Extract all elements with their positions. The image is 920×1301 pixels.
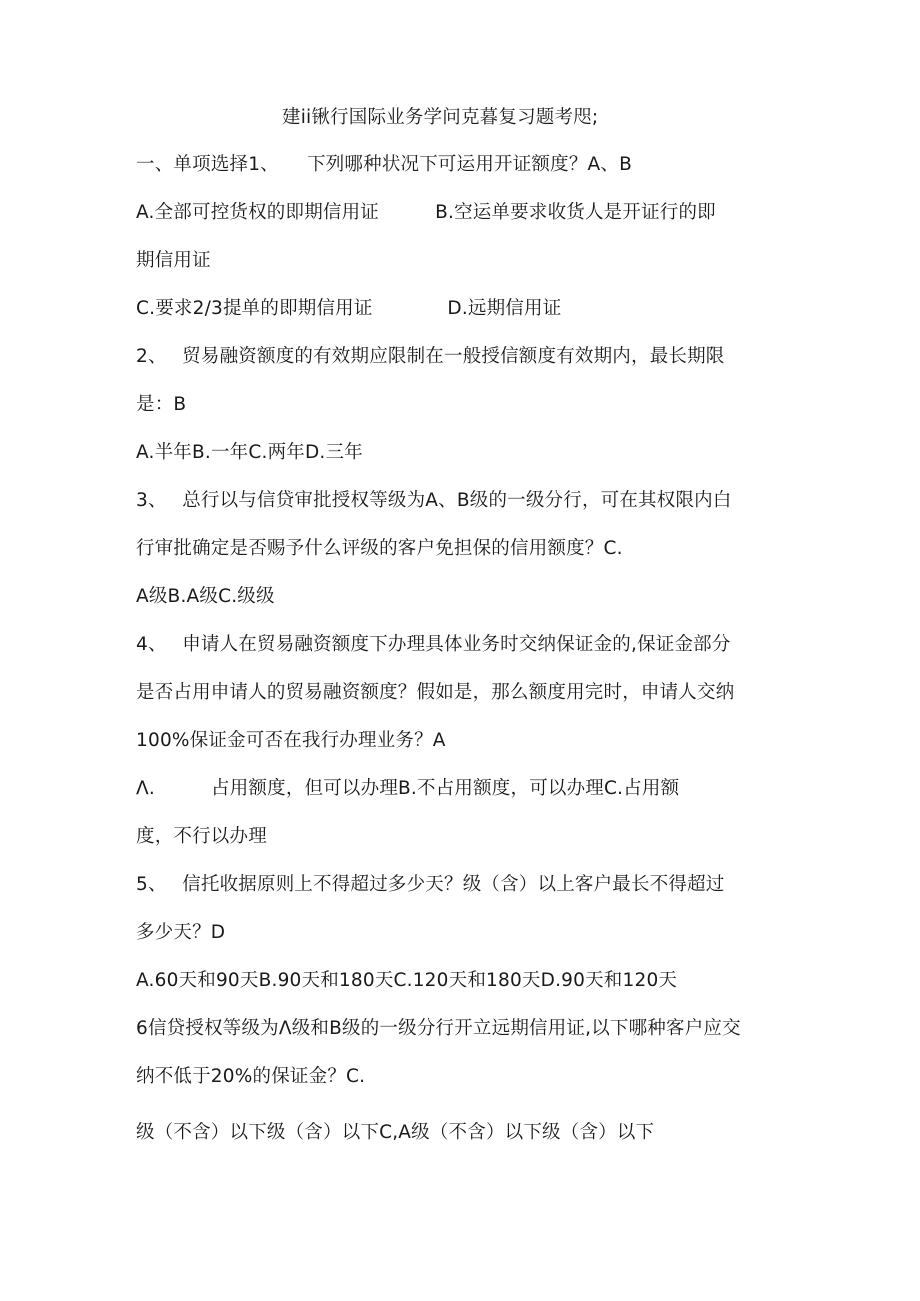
text-line: 期信用证 bbox=[136, 250, 211, 271]
text-line: 2、 贸易融资额度的有效期应限制在一般授信额度有效期内，最长期限 bbox=[136, 346, 725, 367]
text-line: 级（不含）以下级（含）以下C,A级（不含）以下级（含）以下 bbox=[136, 1122, 655, 1143]
text-line: A级B.A级C.级级 bbox=[136, 586, 275, 607]
text-line: 度，不行以办理 bbox=[136, 826, 267, 847]
text-line: 多少天？D bbox=[136, 922, 226, 943]
text-line: 一、单项选择1、 下列哪种状况下可运用开证额度？A、B bbox=[136, 154, 632, 175]
text-line: 是：B bbox=[136, 394, 187, 415]
text-line: 3、 总行以与信贷审批授权等级为A、B级的一级分行，可在其权限内白 bbox=[136, 490, 732, 511]
text-line: 纳不低于20%的保证金？C. bbox=[136, 1066, 366, 1087]
text-line: C.要求2/3提单的即期信用证 D.远期信用证 bbox=[136, 298, 562, 319]
text-line: 6信贷授权等级为Λ级和B级的一级分行开立远期信用证,以下哪种客户应交 bbox=[136, 1018, 741, 1039]
text-line: 4、 申请人在贸易融资额度下办理具体业务时交纳保证金的,保证金部分 bbox=[136, 634, 731, 655]
document-title: 建ii锹行国际业务学问克暮复习题考咫; bbox=[282, 107, 599, 128]
text-line: 100%保证金可否在我行办理业务？A bbox=[136, 730, 446, 751]
text-line: 是否占用申请人的贸易融资额度？假如是，那么额度用完时，申请人交纳 bbox=[136, 682, 735, 703]
text-line: A.60天和90天B.90天和180天C.120天和180天D.90天和120天 bbox=[136, 970, 678, 991]
text-line: 行审批确定是否赐予什么评级的客户免担保的信用额度？C. bbox=[136, 538, 623, 559]
text-line: 5、 信托收据原则上不得超过多少天？级（含）以上客户最长不得超过 bbox=[136, 874, 725, 895]
text-line: Λ. 占用额度，但可以办理B.不占用额度，可以办理C.占用额 bbox=[136, 778, 680, 799]
text-line: A.半年B.一年C.两年D.三年 bbox=[136, 442, 363, 463]
text-line: A.全部可控货权的即期信用证 B.空运单要求收货人是开证行的即 bbox=[136, 202, 716, 223]
